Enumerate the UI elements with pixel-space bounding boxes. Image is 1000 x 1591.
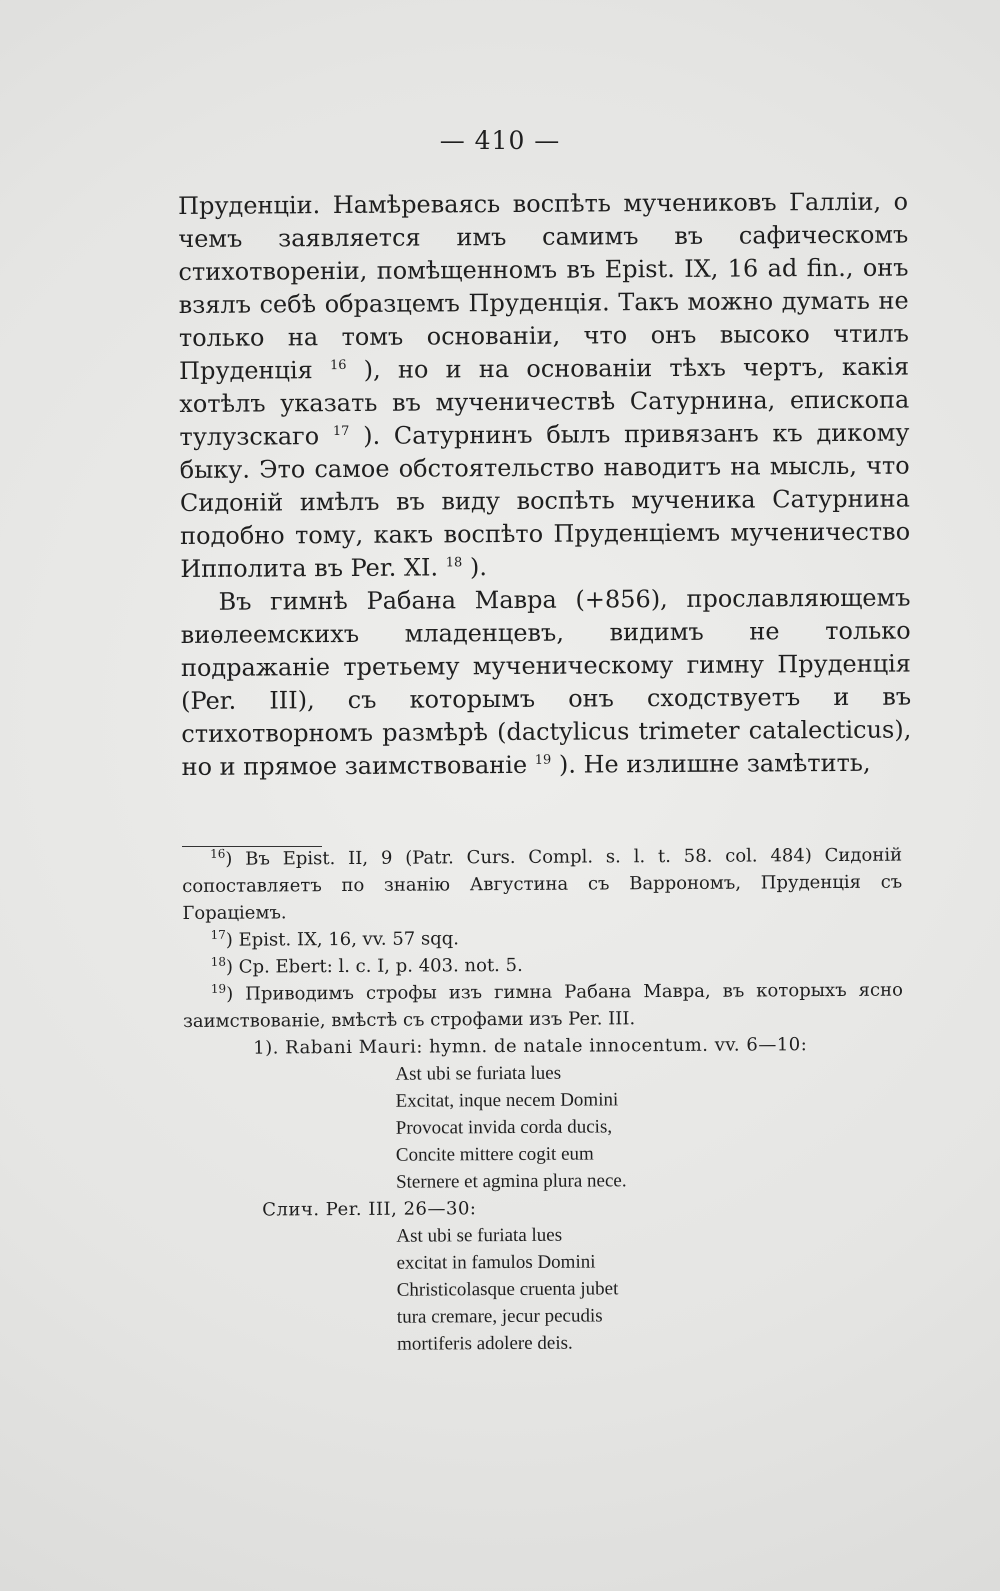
verse-1-line: Provocat invida corda ducis, [395, 1116, 613, 1139]
footnote-18-text: ) Cp. Ebert: l. c. I, p. 403. not. 5. [225, 954, 523, 978]
paragraph-1 [178, 186, 910, 586]
main-text [178, 186, 912, 784]
verse-2-line: tura cremare, jecur pecudis [396, 1305, 603, 1328]
footnote-ref-19: 19 [534, 752, 552, 768]
footnote-ref-16: 16 [329, 357, 347, 374]
verse-1-line: Sternere et agmina plura nece. [395, 1170, 627, 1193]
footnote-19-text: ) Приводимъ строфы изъ гимна Рабана Мавра, въ которыхъ ясно заимствованiе, вмѣстѣ съ строфами изъ Per. III. [183, 979, 903, 1032]
page-number: — 410 — [439, 126, 561, 155]
verse-1-line: Excitat, inque necem Domini [395, 1089, 619, 1112]
paragraph-1-part-4: ). [469, 553, 488, 582]
footnote-19 [183, 977, 903, 1035]
footnote-16 [182, 842, 902, 927]
paragraph-2-part-1: Въ гимнѣ Рабана Мавра (+856), прославляющемъ виѳлеемскихъ младенцевъ, видимъ не только подражанiе третьему мученическому гимну Пруденцiя (Per. III), съ которымъ онъ сходствуетъ и въ стихотворномъ размѣрѣ (dactylicus trimeter catalecticus), но и прямое заимствованiе [180, 583, 912, 781]
paragraph-1-part-3: ). Сатурнинъ былъ привязанъ къ дикому быку. Это самое обстоятельство наводитъ на мысль, что Сидонiй имѣлъ въ виду воспѣть мученика Сатурнина подобно тому, какъ воспѣто Пруденцiемъ мученичество Ипполита въ Per. XI. [179, 418, 911, 583]
paragraph-1-part-2: ), но и на основанiи тѣхъ чертъ, какiя хотѣлъ указать въ мученичествѣ Сатурнина, епископа тулузскаго [179, 352, 910, 451]
paragraph-2-part-2: ). Не излишне замѣтить, [558, 748, 871, 779]
footnote-16-number: 16 [210, 846, 226, 861]
verse-2-line: Christicolasque cruenta jubet [396, 1278, 619, 1301]
footnote-ref-18: 18 [445, 555, 463, 571]
paragraph-1-part-1: Пруденцiи. Намѣреваясь воспѣть мучениковъ Галлiи, о чемъ заявляется имъ самимъ въ сафическомъ стихотворенiи, помѣщенномъ въ Epist. IX, 16 ad fin., онъ взялъ себѣ образцемъ Пруденцiя. Такъ можно думать не только на томъ основанiи, что онъ высоко чтилъ Пруденцiя [178, 187, 909, 385]
verse-2-line: Ast ubi se furiata lues [396, 1224, 563, 1247]
footnotes [182, 842, 905, 1359]
verse-1-heading: 1). Rabani Mauri: hymn. de natale innocentum. vv. 6—10: [253, 1034, 808, 1059]
verse-2-heading: Слич. Per. III, 26—30: [262, 1198, 477, 1221]
footnote-ref-17: 17 [332, 423, 350, 440]
verse-2-line: mortiferis adolere deis. [396, 1332, 573, 1355]
footnote-16-text: ) Въ Epist. II, 9 (Patr. Curs. Compl. s. l. t. 58. col. 484) Сидонiй сопоставляетъ по знанiю Августина съ Варрономъ, Пруденцiя съ Горацiемъ. [182, 844, 903, 924]
verse-1-line: Ast ubi se furiata lues [395, 1062, 562, 1085]
footnote-17-number: 17 [210, 927, 226, 942]
verse-2-line: excitat in famulos Domini [396, 1251, 596, 1274]
paragraph-2 [180, 582, 911, 784]
verse-1-line: Concite mittere cogit eum [395, 1143, 594, 1166]
footnote-19-number: 19 [210, 981, 227, 996]
footnote-18-number: 18 [210, 954, 227, 969]
footnote-17-text: ) Epist. IX, 16, vv. 57 sqq. [225, 928, 459, 951]
